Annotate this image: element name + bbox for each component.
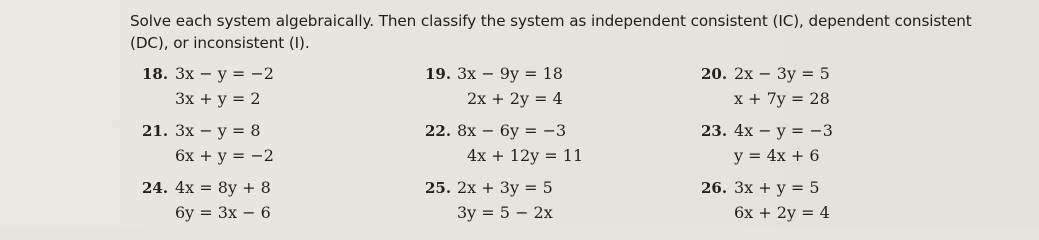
problem-24 <box>142 178 442 226</box>
problem-number: 24. <box>142 179 169 197</box>
problem-number: 26. <box>701 179 728 197</box>
problem-number: 25. <box>425 179 452 197</box>
problem-number: 21. <box>142 122 169 140</box>
problem-26 <box>701 178 1001 226</box>
equation-1: 2x + 3y = 5 <box>457 178 553 197</box>
problem-23 <box>701 121 1001 169</box>
problem-number: 19. <box>425 65 452 83</box>
problem-25 <box>425 178 728 226</box>
equation-1: 2x − 3y = 5 <box>734 64 830 83</box>
equation-2: 3x + y = 2 <box>175 89 261 108</box>
equation-2: 6x + y = −2 <box>175 146 274 165</box>
equation-2: y = 4x + 6 <box>734 146 820 165</box>
problem-21 <box>142 121 442 169</box>
equation-1: 3x − 9y = 18 <box>457 64 563 83</box>
equation-1: 4x − y = −3 <box>734 121 833 140</box>
equation-2: 3y = 5 − 2x <box>457 203 553 222</box>
equation-1: 3x − y = 8 <box>175 121 261 140</box>
equation-1: 4x = 8y + 8 <box>175 178 271 197</box>
equation-1: 3x − y = −2 <box>175 64 274 83</box>
equation-2: 2x + 2y = 4 <box>467 89 563 108</box>
equation-2: 4x + 12y = 11 <box>467 146 584 165</box>
equation-2: x + 7y = 28 <box>734 89 830 108</box>
problem-18 <box>142 64 442 112</box>
equation-2: 6x + 2y = 4 <box>734 203 830 222</box>
equation-1: 3x + y = 5 <box>734 178 820 197</box>
problem-number: 23. <box>701 122 728 140</box>
problem-number: 22. <box>425 122 452 140</box>
equation-2: 6y = 3x − 6 <box>175 203 271 222</box>
problem-number: 18. <box>142 65 169 83</box>
problem-19 <box>425 64 728 112</box>
problem-22 <box>425 121 728 169</box>
instructions-text: Solve each system algebraically. Then classify the system as independent consistent (IC), dependent consistent (DC), or inconsistent (I). <box>130 12 972 52</box>
problem-20 <box>701 64 1001 112</box>
equation-1: 8x − 6y = −3 <box>457 121 567 140</box>
problem-number: 20. <box>701 65 728 83</box>
